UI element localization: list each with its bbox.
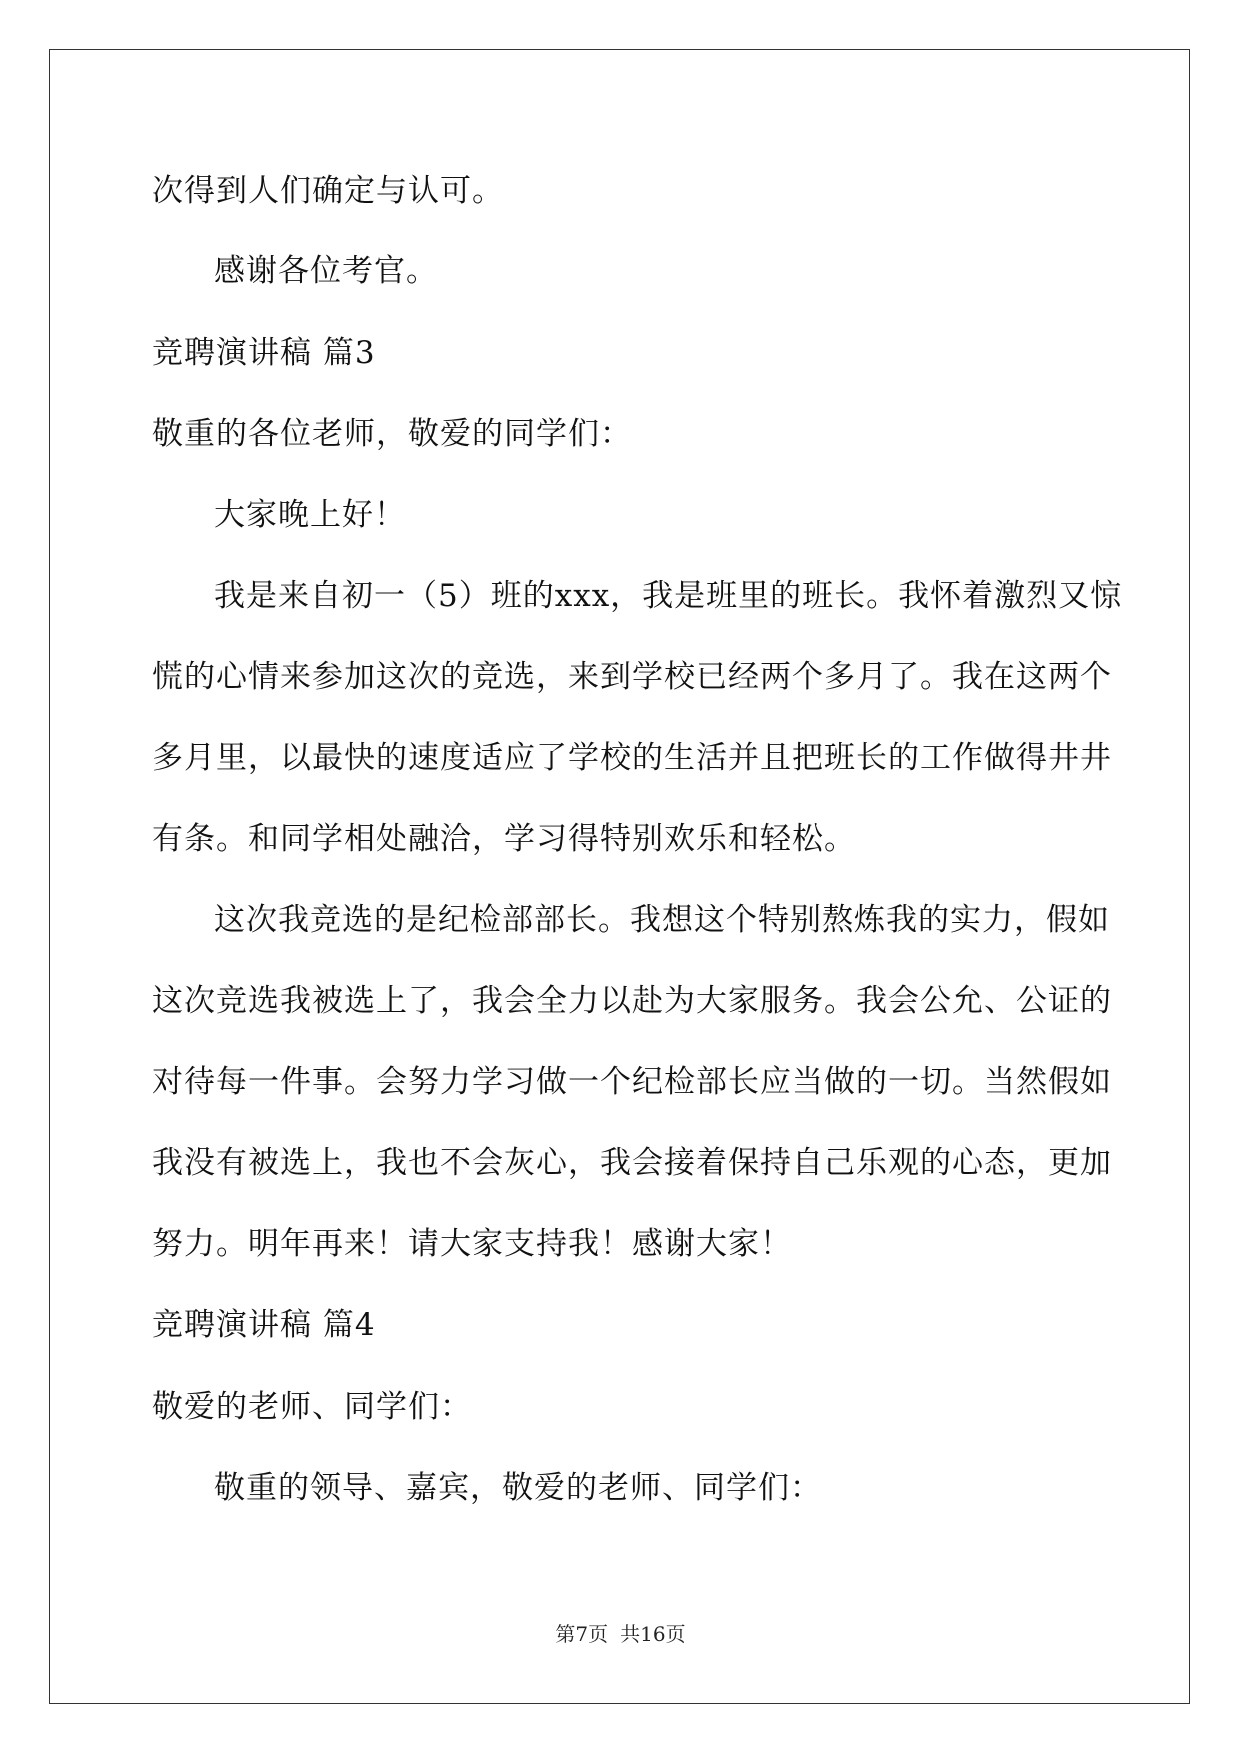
- paragraph-line: 我没有被选上，我也不会灰心，我会接着保持自己乐观的心态，更加: [152, 1145, 1112, 1181]
- page-border: [49, 49, 1190, 1704]
- paragraph-line: 我是来自初一（5）班的xxx，我是班里的班长。我怀着激烈又惊: [214, 578, 1123, 614]
- paragraph-line: 这次竞选我被选上了，我会全力以赴为大家服务。我会公允、公证的: [152, 983, 1112, 1019]
- paragraph-line: 有条。和同学相处融洽，学习得特别欢乐和轻松。: [152, 821, 856, 857]
- page-footer: [0, 1622, 1241, 1646]
- paragraph-line: 努力。明年再来！请大家支持我！感谢大家！: [152, 1226, 792, 1262]
- paragraph-line: 感谢各位考官。: [214, 253, 438, 289]
- paragraph-line: 这次我竞选的是纪检部部长。我想这个特别熬炼我的实力，假如: [214, 902, 1110, 938]
- salutation: 敬重的各位老师，敬爱的同学们：: [152, 416, 632, 452]
- page-total: 共16页: [620, 1622, 686, 1646]
- salutation: 敬爱的老师、同学们：: [152, 1389, 472, 1425]
- salutation: 敬重的领导、嘉宾，敬爱的老师、同学们：: [214, 1470, 822, 1506]
- page-number: 第7页: [555, 1622, 609, 1646]
- greeting: 大家晚上好！: [214, 497, 406, 533]
- paragraph-line: 对待每一件事。会努力学习做一个纪检部长应当做的一切。当然假如: [152, 1064, 1112, 1100]
- section-heading: 竞聘演讲稿 篇4: [152, 1307, 376, 1343]
- paragraph-line: 次得到人们确定与认可。: [152, 173, 504, 209]
- paragraph-line: 慌的心情来参加这次的竞选，来到学校已经两个多月了。我在这两个: [152, 659, 1112, 695]
- section-heading: 竞聘演讲稿 篇3: [152, 335, 376, 371]
- paragraph-line: 多月里，以最快的速度适应了学校的生活并且把班长的工作做得井井: [152, 740, 1112, 776]
